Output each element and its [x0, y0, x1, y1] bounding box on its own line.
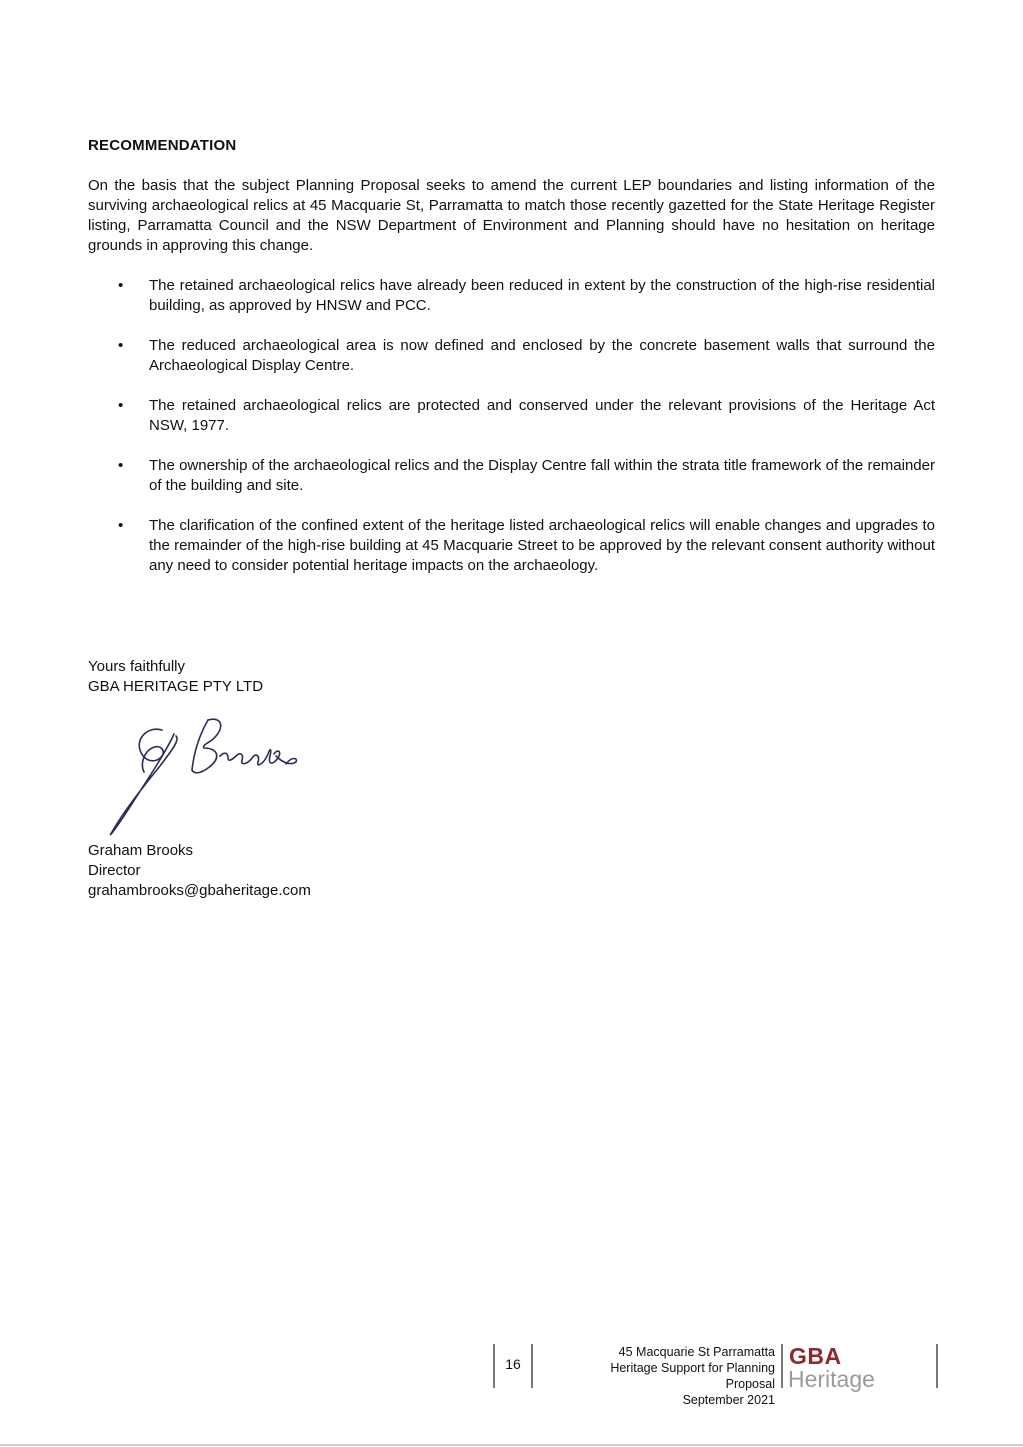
signatory-block [88, 841, 311, 901]
footer-line: Heritage Support for Planning [610, 1361, 775, 1375]
list-item-text: The retained archaeological relics have already been reduced in extent by the construction of the high-rise residential building, as approved by HNSW and PCC. [149, 277, 935, 314]
footer-divider [781, 1344, 783, 1388]
intro-paragraph: On the basis that the subject Planning Proposal seeks to amend the current LEP boundaries and listing information of the surviving archaeological relics at 45 Macquarie St, Parramatta to match those recently gazetted for the State Heritage Register listing, Parramatta Council and the NSW Department of Environment and Planning should have no hesitation on heritage grounds in approving this change. [88, 177, 935, 254]
signatory-email: grahambrooks@gbaheritage.com [88, 882, 311, 899]
closing-block [88, 657, 263, 697]
company-name: GBA HERITAGE PTY LTD [88, 678, 264, 695]
bullet-icon: • [118, 337, 124, 354]
footer-divider [936, 1344, 938, 1388]
footer-document-info [560, 1344, 775, 1408]
footer-line: September 2021 [682, 1393, 775, 1407]
footer-divider [493, 1344, 495, 1388]
section-heading: RECOMMENDATION [88, 137, 237, 154]
signatory-name: Graham Brooks [88, 842, 194, 859]
signatory-title: Director [88, 862, 141, 879]
list-item-text: The retained archaeological relics are protected and conserved under the relevant provisions of the Heritage Act NSW, 1977. [149, 397, 935, 434]
footer-line: Proposal [725, 1377, 775, 1391]
company-logo-secondary: Heritage [788, 1366, 875, 1392]
list-item [88, 396, 935, 436]
recommendation-list [88, 276, 935, 596]
list-item-text: The ownership of the archaeological relics and the Display Centre fall within the strata title framework of the remainder of the building and site. [149, 457, 935, 494]
footer-divider [531, 1344, 533, 1388]
list-item [88, 456, 935, 496]
list-item-text: The clarification of the confined extent of the heritage listed archaeological relics will enable changes and upgrades to the remainder of the high-rise building at 45 Macquarie Street to be approved by the relevant consent authority without any need to consider potential heritage impacts on the archaeology. [149, 517, 935, 574]
list-item [88, 276, 935, 316]
list-item [88, 516, 935, 576]
page-number: 16 [505, 1356, 521, 1372]
signature-image [100, 712, 305, 842]
list-item [88, 336, 935, 376]
salutation: Yours faithfully [88, 658, 186, 675]
footer-line: 45 Macquarie St Parramatta [618, 1345, 775, 1359]
bullet-icon: • [118, 397, 124, 414]
bullet-icon: • [118, 277, 124, 294]
page-bottom-edge [0, 1444, 1023, 1446]
bullet-icon: • [118, 517, 124, 534]
bullet-icon: • [118, 457, 124, 474]
list-item-text: The reduced archaeological area is now defined and enclosed by the concrete basement walls that surround the Archaeological Display Centre. [149, 337, 935, 374]
company-logo-primary: GBA [789, 1343, 842, 1369]
